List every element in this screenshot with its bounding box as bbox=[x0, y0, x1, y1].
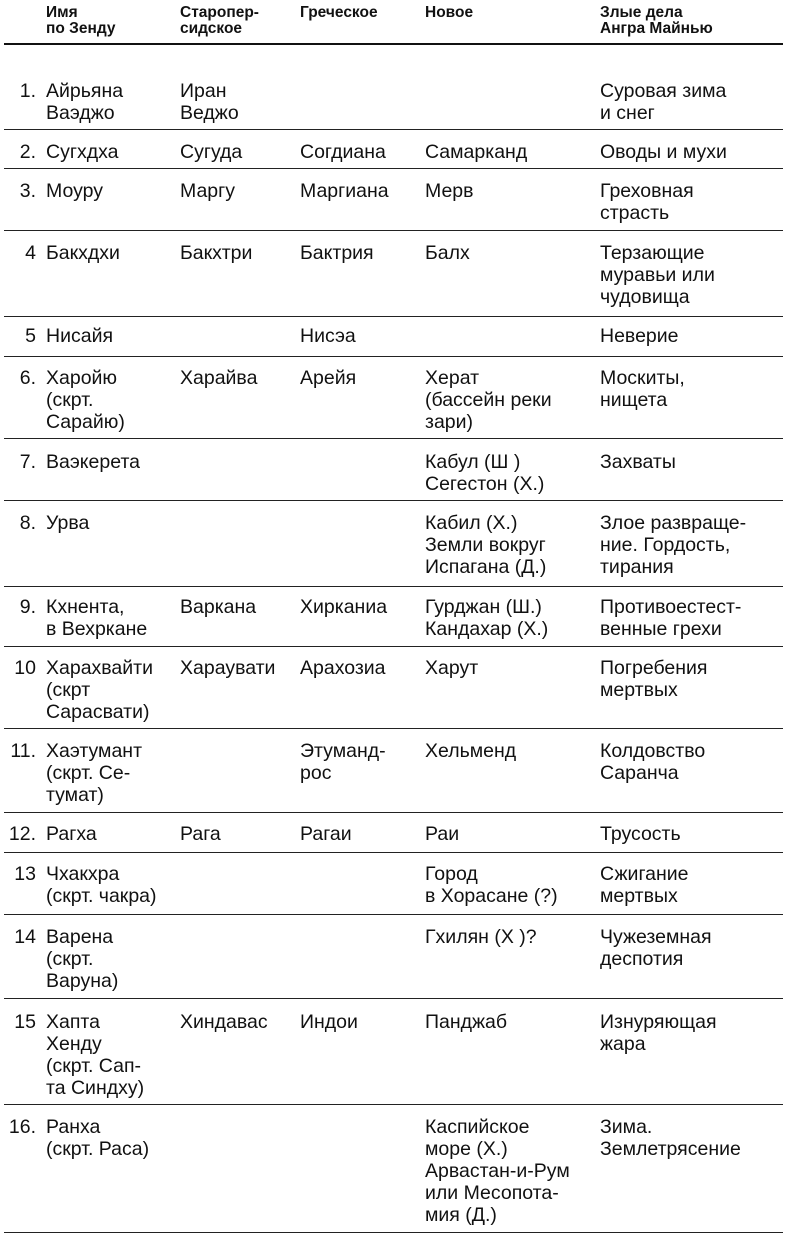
cell-name: Урва bbox=[46, 512, 90, 534]
cell-name: Чхакхра (скрт. чакра) bbox=[46, 863, 157, 907]
row-separator bbox=[4, 316, 783, 317]
cell-evil: Суровая зима и снег bbox=[600, 80, 727, 124]
cell-oldpersian: Хиндавас bbox=[180, 1011, 268, 1033]
cell-modern: Гурджан (Ш.) Кандахар (Х.) bbox=[425, 596, 549, 640]
cell-evil: Чужеземная деспотия bbox=[600, 926, 712, 970]
row-separator bbox=[4, 646, 783, 647]
cell-num: 6. bbox=[19, 367, 36, 389]
table-header bbox=[0, 5, 787, 41]
row-separator bbox=[4, 230, 783, 231]
cell-name: Нисайя bbox=[46, 325, 114, 347]
cell-modern: Панджаб bbox=[425, 1011, 508, 1033]
cell-evil: Трусость bbox=[600, 823, 681, 845]
cell-evil: Москиты, нищета bbox=[600, 367, 685, 411]
cell-num: 16. bbox=[8, 1116, 36, 1138]
cell-evil: Изнуряющая жара bbox=[600, 1011, 717, 1055]
row-separator bbox=[4, 168, 783, 169]
cell-num: 15 bbox=[14, 1011, 36, 1033]
cell-evil: Терзающие муравьи или чудовища bbox=[600, 242, 715, 308]
cell-evil: Погребения мертвых bbox=[600, 657, 708, 701]
header-evil: Злые дела Ангра Майнью bbox=[600, 4, 713, 37]
cell-name: Хаэтумант (скрт. Се- тумат) bbox=[46, 740, 143, 806]
cell-modern: Харут bbox=[425, 657, 479, 679]
header-oldpersian: Старопер- сидское bbox=[180, 4, 259, 37]
cell-num: 7. bbox=[19, 451, 36, 473]
cell-num: 13 bbox=[14, 863, 36, 885]
row-separator bbox=[4, 852, 783, 853]
cell-oldpersian: Бакхтри bbox=[180, 242, 253, 264]
cell-num: 14 bbox=[14, 926, 36, 948]
cell-modern: Херат (бассейн реки зари) bbox=[425, 367, 552, 433]
cell-num: 11. bbox=[10, 740, 36, 762]
cell-num: 2. bbox=[19, 141, 36, 163]
cell-modern: Гхилян (Х )? bbox=[425, 926, 537, 948]
cell-num: 10 bbox=[14, 657, 36, 679]
cell-evil: Зима. Землетрясение bbox=[600, 1116, 741, 1160]
cell-modern: Балх bbox=[425, 242, 470, 264]
cell-name: Сугхдха bbox=[46, 141, 119, 163]
cell-modern: Кабил (Х.) Земли вокруг Испагана (Д.) bbox=[425, 512, 547, 578]
row-separator bbox=[4, 728, 783, 729]
cell-modern: Кабул (Ш ) Сегестон (Х.) bbox=[425, 451, 545, 495]
cell-name: Айрьяна Ваэджо bbox=[46, 80, 124, 124]
cell-modern: Самарканд bbox=[425, 141, 528, 163]
row-separator bbox=[4, 812, 783, 813]
cell-num: 8. bbox=[19, 512, 36, 534]
cell-greek: Арахозиа bbox=[300, 657, 386, 679]
row-separator bbox=[4, 1232, 783, 1233]
row-separator bbox=[4, 500, 783, 501]
cell-evil: Колдовство Саранча bbox=[600, 740, 706, 784]
row-separator bbox=[4, 129, 783, 130]
cell-name: Хапта Хенду (скрт. Сап- та Синдху) bbox=[46, 1011, 145, 1099]
row-separator bbox=[4, 438, 783, 439]
cell-name: Харойю (скрт. Сарайю) bbox=[46, 367, 125, 433]
header-modern: Новое bbox=[425, 4, 474, 21]
header-greek: Греческое bbox=[300, 4, 378, 21]
cell-greek: Хирканиа bbox=[300, 596, 388, 618]
cell-num: 3. bbox=[19, 180, 36, 202]
cell-num: 1. bbox=[19, 80, 36, 102]
cell-greek: Нисэа bbox=[300, 325, 356, 347]
cell-modern: Хельменд bbox=[425, 740, 517, 762]
cell-greek: Бактрия bbox=[300, 242, 374, 264]
cell-name: Рагха bbox=[46, 823, 97, 845]
cell-oldpersian: Иран Веджо bbox=[180, 80, 239, 124]
cell-modern: Раи bbox=[425, 823, 460, 845]
row-separator bbox=[4, 998, 783, 999]
cell-greek: Индои bbox=[300, 1011, 358, 1033]
cell-name: Ваэкерета bbox=[46, 451, 140, 473]
cell-oldpersian: Варкана bbox=[180, 596, 257, 618]
cell-oldpersian: Хараувати bbox=[180, 657, 276, 679]
cell-greek: Арейя bbox=[300, 367, 357, 389]
cell-num: 5 bbox=[25, 325, 36, 347]
cell-evil: Сжигание мертвых bbox=[600, 863, 689, 907]
cell-evil: Греховная страсть bbox=[600, 180, 694, 224]
cell-evil: Захваты bbox=[600, 451, 676, 473]
header-name: Имя по Зенду bbox=[46, 4, 116, 37]
cell-modern: Мерв bbox=[425, 180, 474, 202]
cell-name: Варена (скрт. Варуна) bbox=[46, 926, 119, 992]
cell-num: 12. bbox=[8, 823, 36, 845]
row-separator bbox=[4, 914, 783, 915]
cell-evil: Оводы и мухи bbox=[600, 141, 727, 163]
row-separator bbox=[4, 356, 783, 357]
cell-name: Харахвайти (скрт Сарасвати) bbox=[46, 657, 153, 723]
cell-num: 9. bbox=[19, 596, 36, 618]
cell-greek: Рагаи bbox=[300, 823, 352, 845]
cell-oldpersian: Маргу bbox=[180, 180, 236, 202]
cell-num: 4 bbox=[25, 242, 36, 264]
row-separator bbox=[4, 1104, 783, 1105]
cell-evil: Противоестест- венные грехи bbox=[600, 596, 742, 640]
cell-oldpersian: Рага bbox=[180, 823, 221, 845]
cell-greek: Этуманд- рос bbox=[300, 740, 386, 784]
cell-oldpersian: Харайва bbox=[180, 367, 258, 389]
cell-name: Моуру bbox=[46, 180, 103, 202]
cell-greek: Согдиана bbox=[300, 141, 386, 163]
cell-oldpersian: Сугуда bbox=[180, 141, 243, 163]
cell-modern: Город в Хорасане (?) bbox=[425, 863, 558, 907]
cell-evil: Злое развраще- ние. Гордость, тирания bbox=[600, 512, 747, 578]
cell-greek: Маргиана bbox=[300, 180, 389, 202]
header-rule bbox=[4, 43, 783, 45]
row-separator bbox=[4, 586, 783, 587]
cell-name: Ранха (скрт. Раса) bbox=[46, 1116, 150, 1160]
cell-name: Кхнента, в Вехркане bbox=[46, 596, 148, 640]
cell-modern: Каспийское море (Х.) Арвастан-и-Рум или Месопота- мия (Д.) bbox=[425, 1116, 570, 1226]
cell-name: Бакхдхи bbox=[46, 242, 120, 264]
cell-evil: Неверие bbox=[600, 325, 679, 347]
